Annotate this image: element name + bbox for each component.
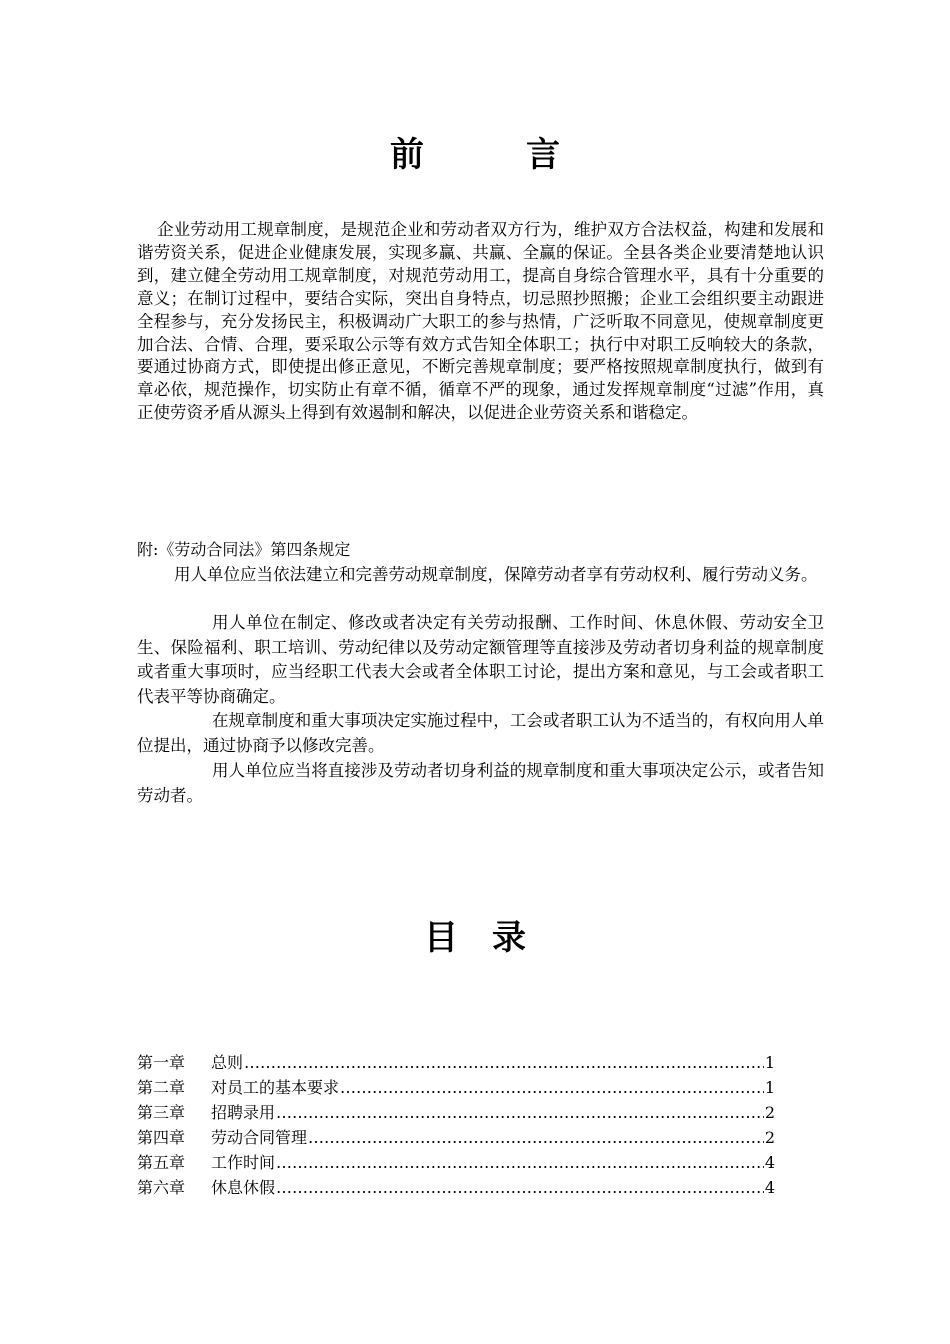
toc-page-number: 2 — [764, 1128, 775, 1147]
toc-leader-dots — [244, 1050, 764, 1075]
toc-leader-dots — [276, 1175, 764, 1200]
toc-chapter: 第一章 — [137, 1053, 186, 1072]
toc-entry[interactable] — [137, 1050, 775, 1075]
law-paragraph-3: 在规章制度和重大事项决定实施过程中，工会或者职工认为不适当的，有权向用人单位提出，通过协商予以修改完善。 — [137, 711, 824, 755]
toc-entry[interactable] — [137, 1150, 775, 1175]
toc-title: 目 录 — [424, 918, 526, 958]
preface-title: 前 言 — [390, 135, 560, 175]
toc-leader-dots — [340, 1075, 764, 1100]
toc-chapter-name: 总则 — [211, 1053, 244, 1072]
law-paragraph-2: 用人单位在制定、修改或者决定有关劳动报酬、工作时间、休息休假、劳动安全卫生、保险福利、职工培训、劳动纪律以及劳动定额管理等直接涉及劳动者切身利益的规章制度或者重大事项时，应当经职工代表大会或者全体职工讨论，提出方案和意见，与工会或者职工代表平等协商确定。 — [137, 613, 824, 706]
toc-entry[interactable] — [137, 1100, 775, 1125]
toc-chapter: 第四章 — [137, 1128, 186, 1147]
preface-body: 企业劳动用工规章制度，是规范企业和劳动者双方行为，维护双方合法权益，构建和发展和谐劳资关系，促进企业健康发展，实现多赢、共赢、全赢的保证。全县各类企业要清楚地认识到，建立健全劳动用工规章制度，对规范劳动用工，提高自身综合管理水平，具有十分重要的意义；在制订过程中，要结合实际，突出自身特点，切忌照抄照搬；企业工会组织要主动跟进全程参与，充分发扬民主，积极调动广大职工的参与热情，广泛听取不同意见，使规章制度更加合法、合情、合理，要采取公示等有效方式告知全体职工；执行中对职工反响较大的条款，要通过协商方式，即使提出修正意见，不断完善规章制度；要严格按照规章制度执行，做到有章必依，规范操作，切实防止有章不循，循章不严的现象，通过发挥规章制度“过滤”作用，真正使劳资矛盾从源头上得到有效遏制和解决，以促进企业劳资关系和谐稳定。 — [137, 220, 824, 423]
toc-page-number: 4 — [764, 1153, 775, 1172]
toc-page-number: 2 — [764, 1103, 775, 1122]
toc-chapter-name: 对员工的基本要求 — [211, 1078, 340, 1097]
toc-leader-dots — [308, 1125, 764, 1150]
toc-chapter-name: 劳动合同管理 — [211, 1128, 308, 1147]
toc-page-number: 1 — [764, 1053, 775, 1072]
toc-chapter: 第六章 — [137, 1178, 186, 1197]
toc-chapter-name: 休息休假 — [211, 1178, 276, 1197]
toc-page-number: 4 — [764, 1178, 775, 1197]
toc-chapter: 第二章 — [137, 1078, 186, 1097]
toc-chapter: 第三章 — [137, 1103, 186, 1122]
law-paragraph-4: 用人单位应当将直接涉及劳动者切身利益的规章制度和重大事项决定公示，或者告知劳动者。 — [137, 761, 824, 805]
toc-chapter-name: 招聘录用 — [211, 1103, 276, 1122]
toc-chapter: 第五章 — [137, 1153, 186, 1172]
appendix-title: 附:《劳动合同法》第四条规定 — [137, 540, 351, 559]
toc-entry[interactable] — [137, 1075, 775, 1100]
toc-chapter-name: 工作时间 — [211, 1153, 276, 1172]
law-paragraph-1: 用人单位应当依法建立和完善劳动规章制度，保障劳动者享有劳动权利、履行劳动义务。 — [174, 565, 818, 584]
toc-page-number: 1 — [764, 1078, 775, 1097]
toc-leader-dots — [276, 1100, 764, 1125]
table-of-contents — [137, 1050, 775, 1200]
toc-entry[interactable] — [137, 1175, 775, 1200]
toc-entry[interactable] — [137, 1125, 775, 1150]
toc-leader-dots — [276, 1150, 764, 1175]
